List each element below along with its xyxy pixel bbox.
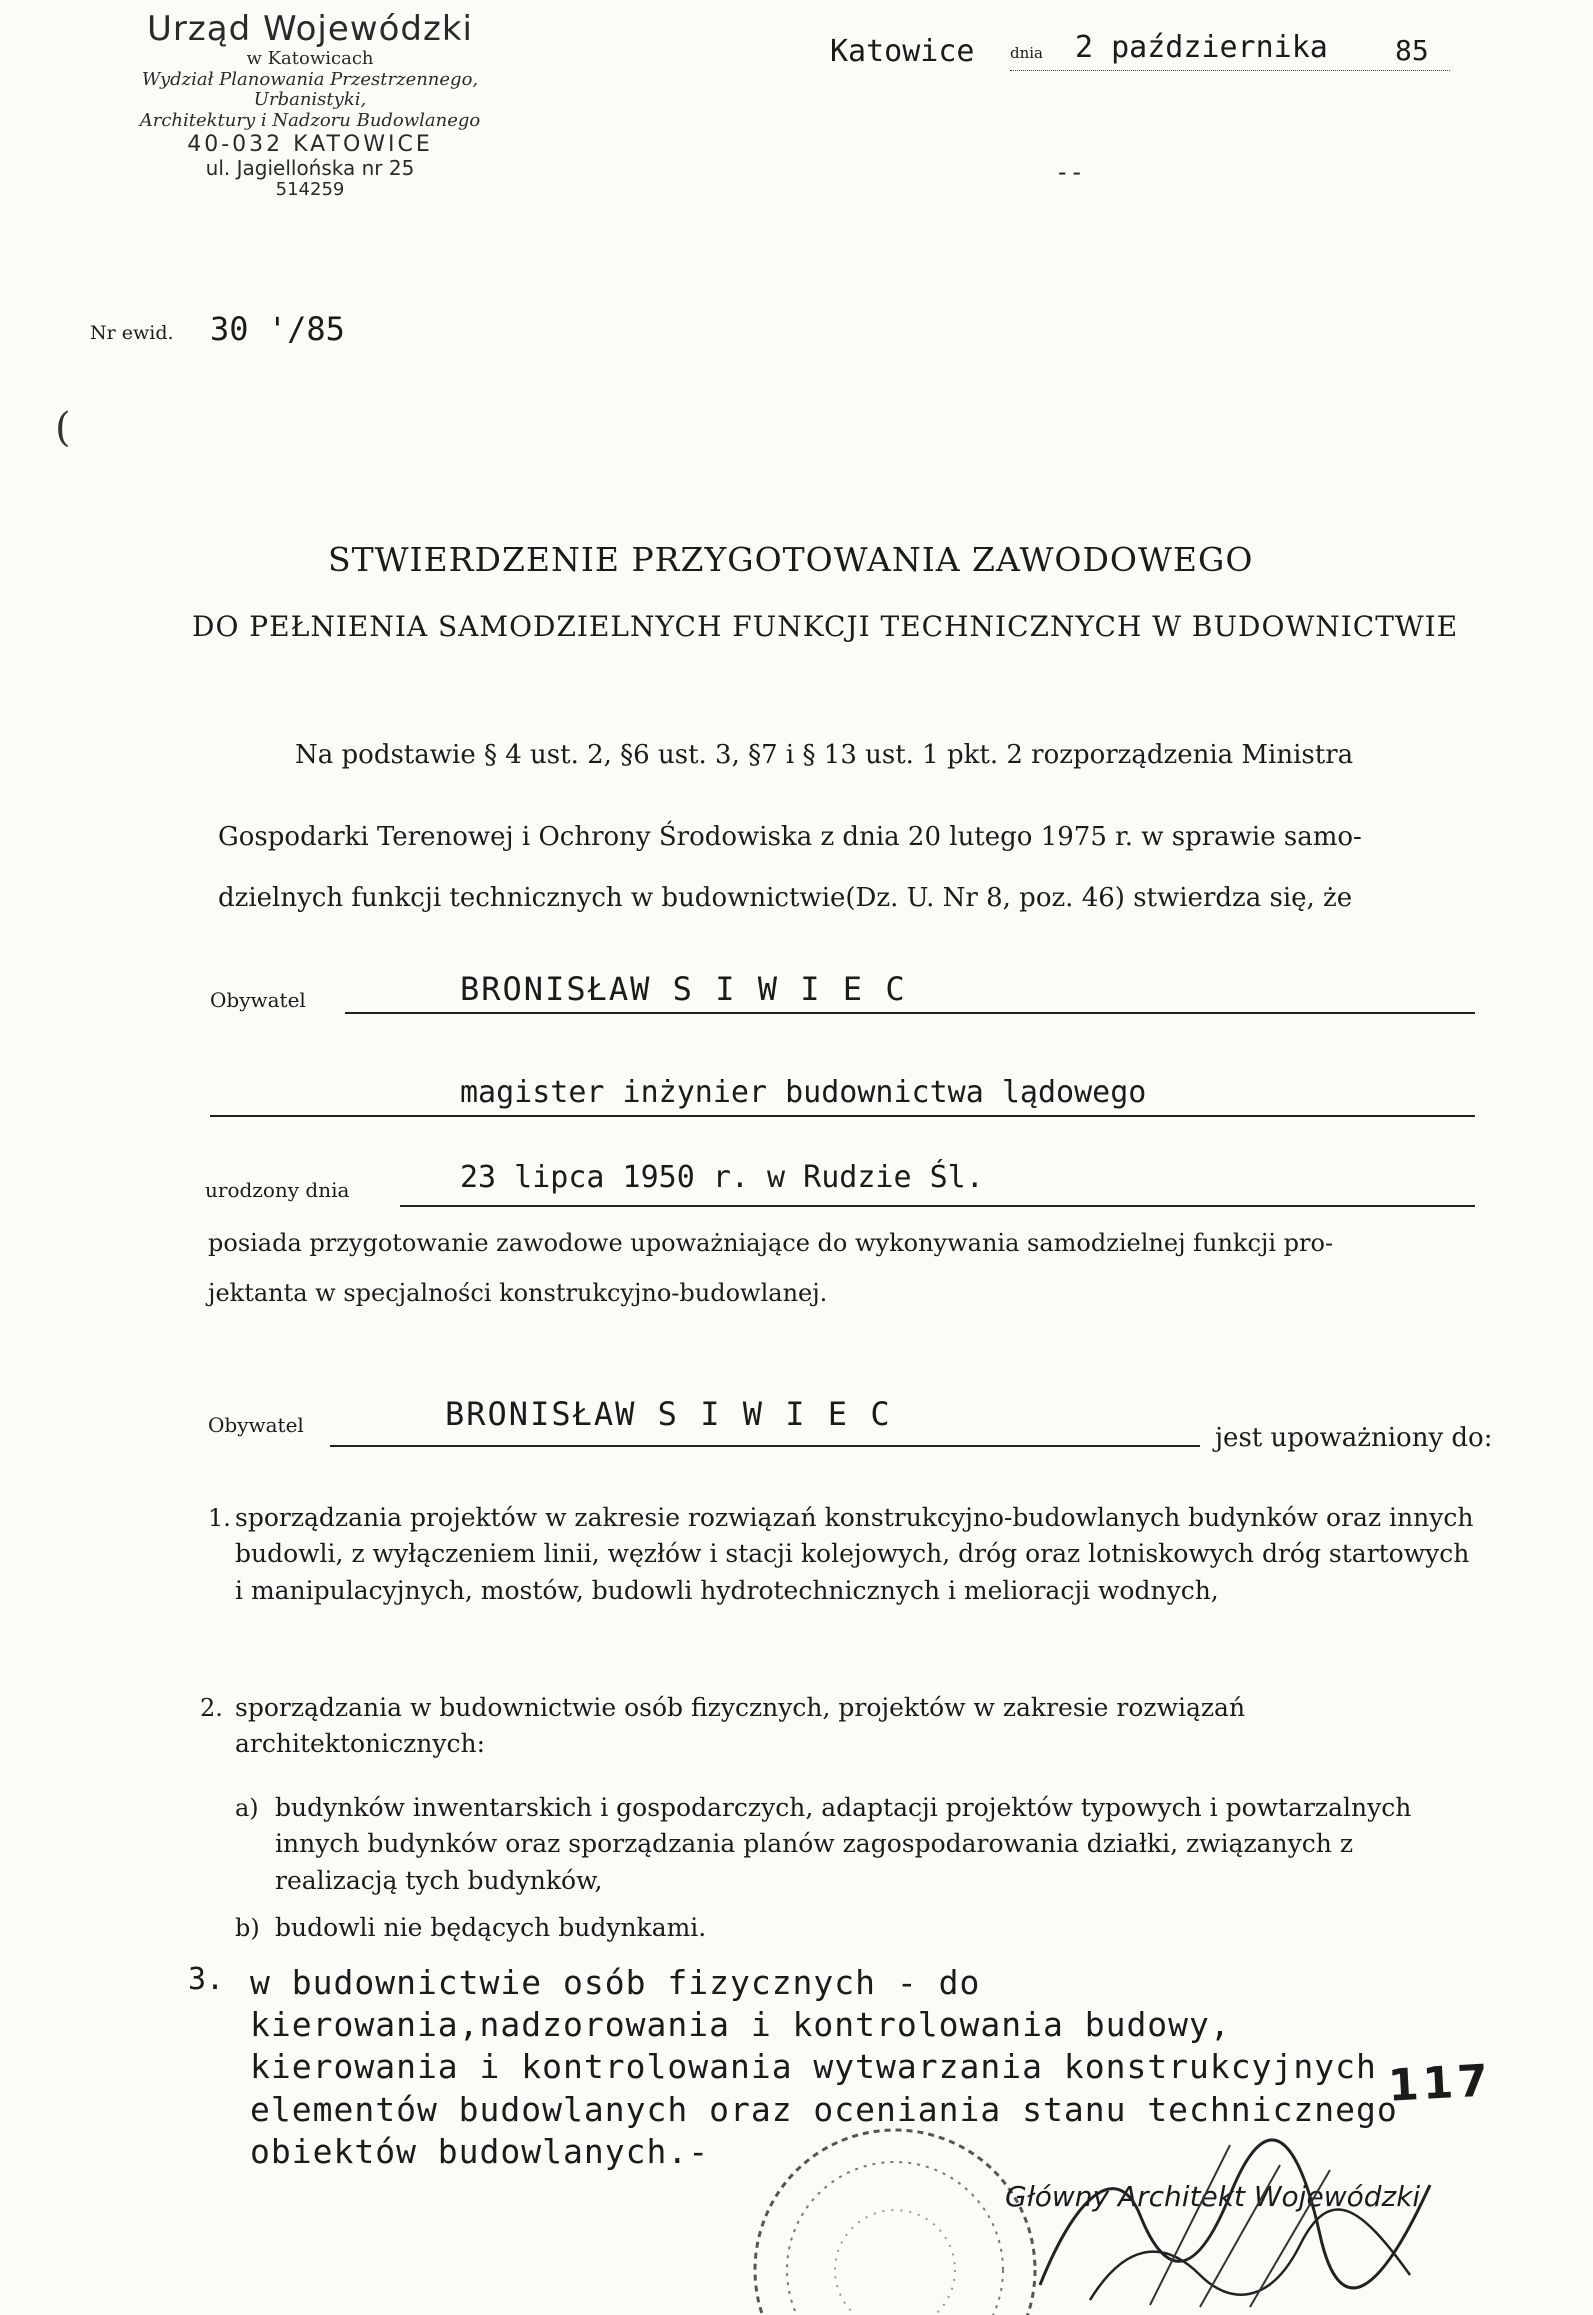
qualification-line-2: jektanta w specjalności konstrukcyjno-budowlanej. [208, 1279, 828, 1307]
date-line [1010, 70, 1450, 71]
seal-inner-ring [787, 2162, 1003, 2315]
year: 85 [1395, 34, 1429, 67]
item-2a-number: a) [235, 1794, 259, 1822]
born-line [400, 1205, 1475, 1207]
professional-title: magister inżynier budownictwa lądowego [460, 1075, 1147, 1110]
item-2b-number: b) [235, 1914, 260, 1942]
item-2-number: 2. [200, 1694, 223, 1722]
intro-line-2: Gospodarki Terenowej i Ochrony Środowiska z dnia 20 lutego 1975 r. w sprawie samo- [218, 822, 1362, 852]
item-3-text: w budownictwie osób fizycznych - do kierowania,nadzorowania i kontrolowania budowy, kierowania i kontrolowania wytwarzania konstrukcyjnych elementów budowlanych oraz oceniania stanu technicznego obiektów budowlanych.- [250, 1963, 1398, 2171]
signatory: Główny Architekt Wojewódzki [1005, 2180, 1421, 2213]
citizen-name-line-2 [330, 1445, 1200, 1447]
scan-mark: ( [55, 405, 71, 451]
authorized-label: jest upoważniony do: [1215, 1423, 1493, 1453]
register-number: 30 '/85 [210, 310, 345, 348]
document-subtitle: DO PEŁNIENIA SAMODZIELNYCH FUNKCJI TECHNICZNYCH W BUDOWNICTWIE [192, 610, 1459, 643]
born-value: 23 lipca 1950 r. w Rudzie Śl. [460, 1160, 984, 1195]
register-label: Nr ewid. [90, 322, 174, 344]
citizen-label-2: Obywatel [208, 1413, 304, 1437]
item-3-number: 3. [188, 1962, 225, 1997]
office-stamp [90, 10, 530, 201]
office-name: Urząd Wojewódzki [147, 9, 473, 49]
item-1-text: sporządzania projektów w zakresie rozwiązań konstrukcyjno-budowlanych budynków oraz innych budowli, z wyłączeniem linii, węzłów i stacji kolejowych, dróg oraz lotniskowych dróg startowych i manipulacyjnych, mostów, budowli hydrotechnicznych i melioracji wodnych, [235, 1503, 1474, 1605]
seal-center [835, 2210, 955, 2315]
date: 2 października [1075, 30, 1328, 65]
born-label: urodzony dnia [205, 1178, 350, 1202]
handwritten-number: 117 [1386, 2055, 1494, 2112]
office-department: Wydział Planowania Przestrzennego, Urbanistyki, [141, 68, 479, 111]
document-title: STWIERDZENIE PRZYGOTOWANIA ZAWODOWEGO [328, 540, 1254, 579]
date-dash: -- [1055, 158, 1084, 186]
item-2a-text: budynków inwentarskich i gospodarczych, adaptacji projektów typowych i powtarzalnych innych budynków oraz sporządzania planów zagospodarowania działki, związanych z realizacją tych budynków, [275, 1793, 1412, 1895]
intro-line-3: dzielnych funkcji technicznych w budownictwie(Dz. U. Nr 8, poz. 46) stwierdza się, że [218, 883, 1353, 913]
qualification-line-1: posiada przygotowanie zawodowe upoważniające do wykonywania samodzielnej funkcji pro- [208, 1229, 1334, 1257]
citizen-name-line [345, 1012, 1475, 1014]
date-label: dnia [1010, 44, 1044, 62]
office-city: w Katowicach [246, 48, 374, 70]
office-phone: 514259 [275, 179, 345, 201]
professional-title-line [210, 1115, 1475, 1117]
citizen-label: Obywatel [210, 988, 306, 1012]
office-postcode: 40-032 KATOWICE [187, 131, 433, 157]
intro-line-1: Na podstawie § 4 ust. 2, §6 ust. 3, §7 i § 13 ust. 1 pkt. 2 rozporządzenia Ministra [295, 740, 1354, 770]
signature-stroke-1 [1040, 2140, 1430, 2288]
signature [1000, 2125, 1470, 2310]
citizen-name-2: BRONISŁAW S I W I E C [445, 1395, 892, 1433]
office-department-2: Architektury i Nadzoru Budowlanego [139, 110, 481, 132]
citizen-name: BRONISŁAW S I W I E C [460, 970, 907, 1008]
item-2b-text: budowli nie będących budynkami. [275, 1913, 707, 1942]
item-1-number: 1. [208, 1504, 231, 1532]
office-street: ul. Jagiellońska nr 25 [205, 156, 415, 181]
place: Katowice [830, 34, 975, 69]
signature-stroke-3 [1150, 2145, 1330, 2307]
item-2-text: sporządzania w budownictwie osób fizycznych, projektów w zakresie rozwiązań architektonicznych: [235, 1693, 1246, 1759]
